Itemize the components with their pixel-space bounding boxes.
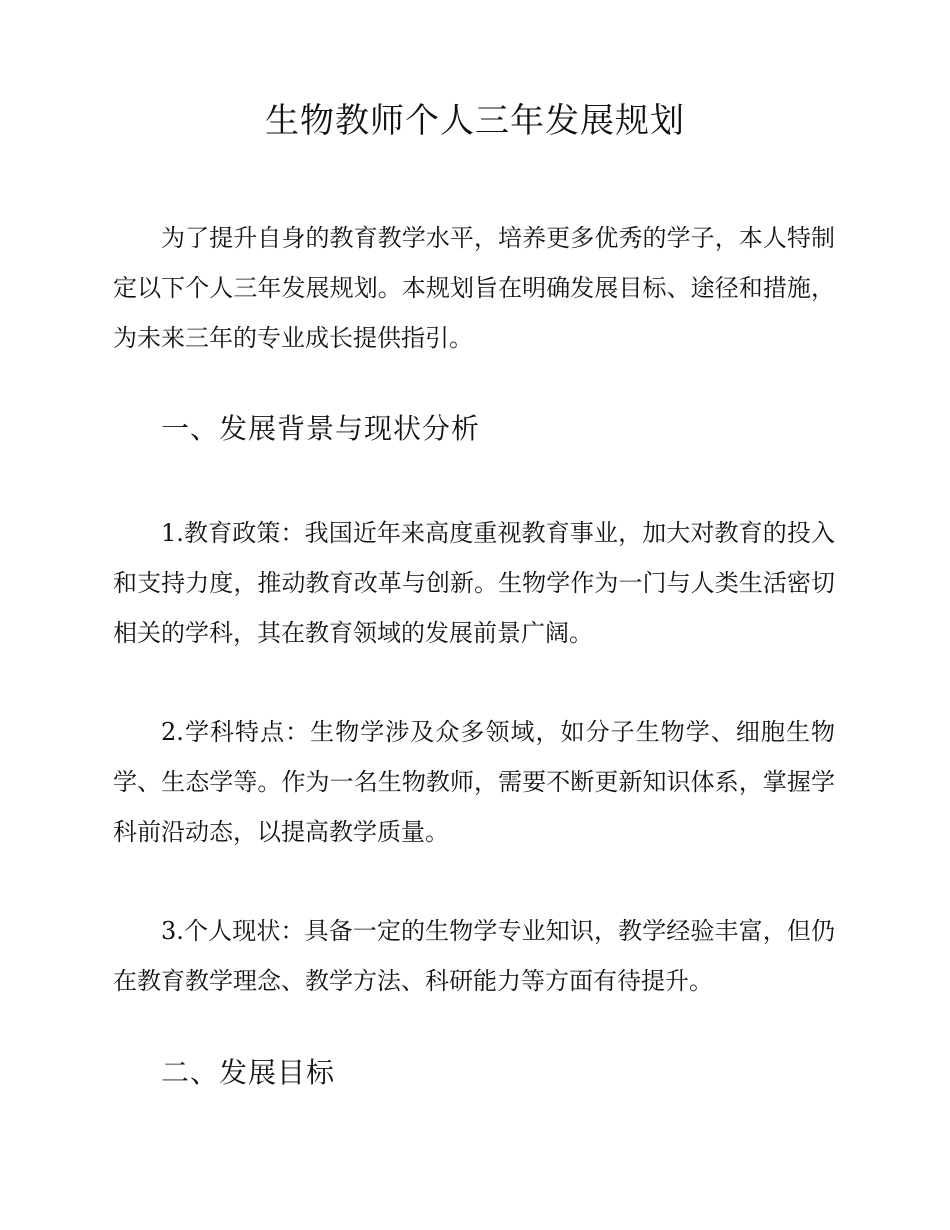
paragraph-personal-status: 3.个人现状：具备一定的生物学专业知识，教学经验丰富，但仍在教育教学理念、教学方法、科研能力等方面有待提升。 bbox=[113, 917, 835, 995]
paragraph-education-policy: 1.教育政策：我国近年来高度重视教育事业，加大对教育的投入和支持力度，推动教育改革与创新。生物学作为一门与人类生活密切相关的学科，其在教育领域的发展前景广阔。 bbox=[113, 519, 835, 647]
section-heading-goals: 二、发展目标 bbox=[161, 1056, 336, 1089]
intro-paragraph: 为了提升自身的教育教学水平，培养更多优秀的学子，本人特制定以下个人三年发展规划。本规划旨在明确发展目标、途径和措施，为未来三年的专业成长提供指引。 bbox=[113, 224, 835, 352]
document-title: 生物教师个人三年发展规划 bbox=[265, 101, 685, 141]
paragraph-subject-features: 2.学科特点：生物学涉及众多领域，如分子生物学、细胞生物学、生态学等。作为一名生物教师，需要不断更新知识体系，掌握学科前沿动态，以提高教学质量。 bbox=[113, 718, 835, 846]
section-heading-background: 一、发展背景与现状分析 bbox=[161, 412, 481, 445]
